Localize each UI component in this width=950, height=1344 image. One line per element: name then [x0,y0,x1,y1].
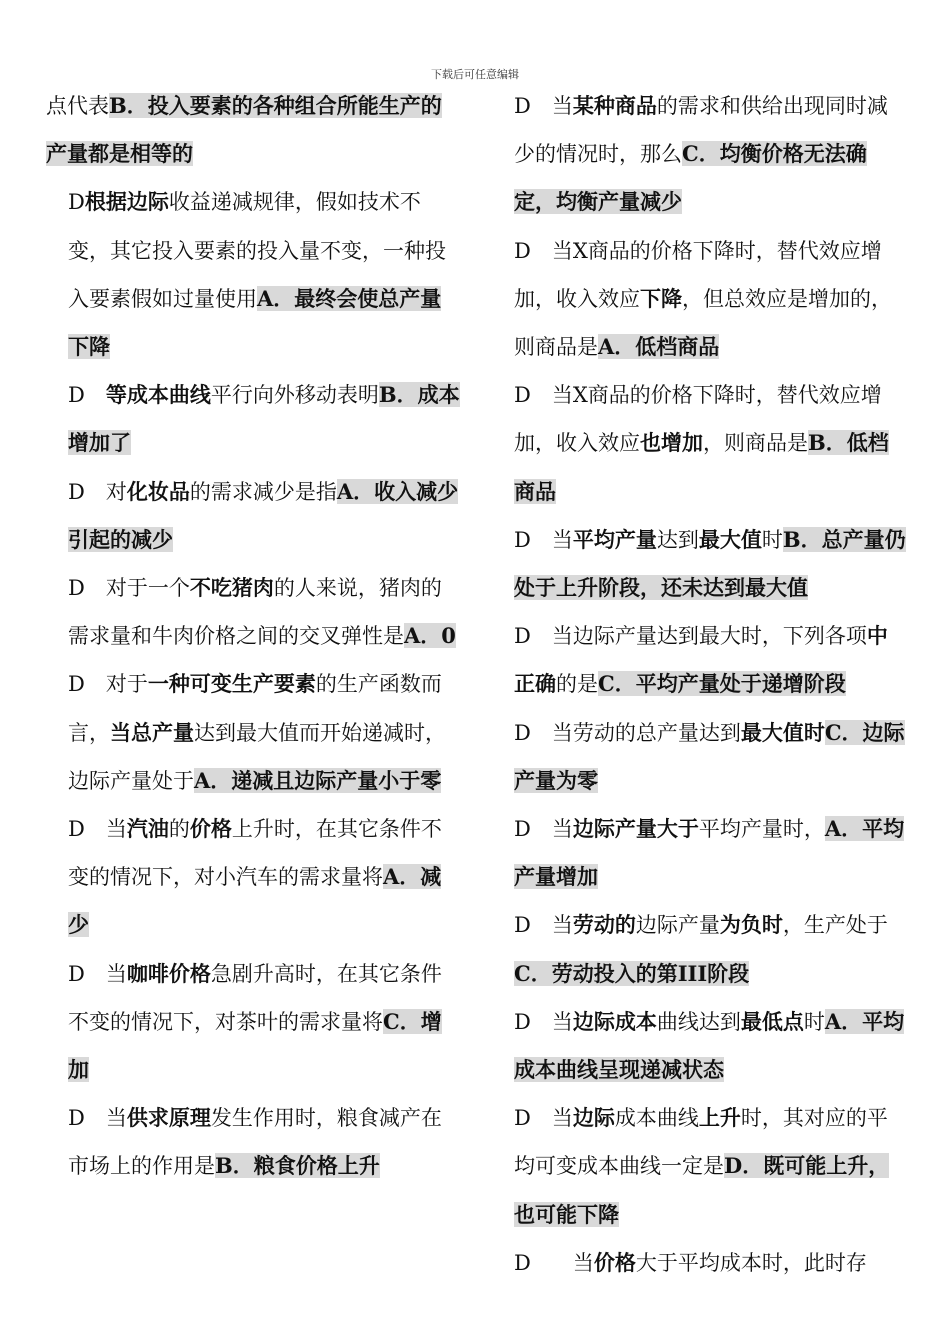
keyword: 汽油 [126,816,169,842]
keyword: 一种可变生产要素 [147,671,316,697]
keyword: 供求原理 [126,1105,211,1131]
keyword: 中正确 [514,623,888,697]
question-item [492,1239,908,1287]
question-text: 急剧升高时，在其它条件不变的情况下，对茶叶的需求量将 [68,961,442,1034]
question-text: 收益递减规律，假如技术不变，其它投入要素的投入量不变，一种投入要素假如过量使用 [68,190,446,311]
question-text: 的人来说，猪肉的需求量和牛肉价格之间的交叉弹性是 [68,576,442,649]
question-text: D 当边际产量达到最大时，下列各项 [514,624,867,649]
keyword: 为负时 [719,912,783,938]
question-text: 上升时，在其它条件不变的情况下，对小汽车的需求量将 [68,817,442,890]
answer-highlight: C．增加 [68,1008,442,1083]
question-text: D 当 [514,94,573,118]
question-text: 曲线达到 [656,1009,741,1034]
keyword: 某种商品 [572,93,657,118]
answer-highlight: A．低档商品 [598,334,720,360]
keyword: 边际 [572,1105,615,1131]
question-text: 的是 [556,672,598,697]
question-item [46,468,462,564]
answer-highlight: A．0 [404,623,456,649]
question-item [492,82,908,227]
keyword: 最低点 [740,1008,804,1034]
answer-highlight: A．平均成本曲线呈现递减状态 [514,1008,905,1083]
question-item [46,805,462,950]
question-item [492,998,908,1094]
question-item [492,1094,908,1239]
keyword: 价格 [189,816,232,842]
question-text: D 当 [514,1009,573,1034]
answer-highlight: B．低档商品 [514,430,889,504]
question-text: 平均产量时， [698,817,825,842]
question-text: D 当X商品的价格下降时，替代效应增加，收入效应 [514,383,882,456]
question-text: D 对于 [68,672,148,697]
keyword: 上升 [698,1105,741,1131]
question-text: 平行向外移动表明 [210,383,379,408]
keyword: 最大值 [698,526,762,552]
question-text: 的需求和供给出现同时减少的情况时，那么 [514,94,888,167]
question-item [492,612,908,708]
question-text: 达到 [656,527,699,552]
question-text: 大于平均成本时，此时存 [635,1250,867,1275]
question-text: 时 [803,1009,825,1034]
answer-highlight: D．既可能上升，也可能下降 [514,1153,890,1227]
question-text: 成本曲线 [614,1106,699,1131]
question-text: D [68,383,106,408]
keyword: 最大值时 [740,719,825,745]
question-item [492,901,908,997]
keyword: 等成本曲线 [105,382,211,408]
question-item [492,227,908,372]
answer-highlight: A．递减且边际产量小于零 [194,767,442,793]
question-text: 边际产量 [635,913,720,938]
question-item [46,660,462,805]
question-text: 的需求减少是指 [189,479,337,504]
question-text: D [68,190,85,215]
answer-highlight: B．投入要素的各种组合所能生产的产量都是相等的 [46,93,442,167]
question-text: ，但总效应是增加的，则商品是 [514,286,892,360]
question-text: 的生产函数而言， [68,672,442,745]
answer-highlight: B．粮食价格上升 [215,1153,380,1179]
question-text: 的 [168,817,190,842]
keyword: 当总产量 [110,719,194,745]
question-item [46,371,462,467]
question-text: 时，其对应的平均可变成本曲线一定是 [514,1106,888,1179]
question-item [492,709,908,805]
question-text: D 当 [68,961,127,986]
answer-highlight: C．边际产量为零 [514,719,905,793]
question-item [46,564,462,660]
keyword: 也增加 [640,430,703,456]
keyword: 下降 [640,285,682,311]
question-text: D 当 [68,1106,127,1131]
question-item [46,178,462,371]
page-header: 下载后可任意编辑 [431,68,519,81]
question-text: D 当 [514,1250,594,1275]
question-text: D 当 [514,913,573,938]
keyword: 边际成本 [572,1008,657,1034]
question-item [492,371,908,516]
keyword: 根据边际 [84,189,169,215]
keyword: 咖啡价格 [126,960,211,986]
question-text: D 对于一个 [68,576,190,601]
question-item [46,1094,462,1190]
question-text: ，生产处于 [782,913,888,938]
question-item [46,950,462,1095]
question-item [46,82,462,178]
question-text: 时 [761,527,783,552]
question-text: D 当 [68,817,127,842]
question-text: D 当劳动的总产量达到 [514,720,741,745]
left-column [46,82,462,1191]
question-text: 达到最大值而开始递减时，边际产量处于 [68,720,446,793]
answer-highlight: C．均衡价格无法确定，均衡产量减少 [514,141,867,215]
answer-highlight: B．成本增加了 [68,382,460,456]
answer-highlight: B．总产量仍处于上升阶段，还未达到最大值 [514,526,906,601]
question-text: D 当 [514,527,573,552]
question-text: D 当 [514,817,573,842]
answer-highlight: C．劳动投入的第III阶段 [514,960,750,986]
question-item [492,805,908,901]
answer-highlight: A．收入减少引起的减少 [68,478,459,552]
keyword: 边际产量大于 [572,816,699,842]
question-text: D 对 [68,479,127,504]
question-item [492,516,908,612]
question-text: 点代表 [46,94,109,118]
answer-highlight: C．平均产量处于递增阶段 [598,671,846,697]
keyword: 劳动的 [572,912,636,938]
answer-highlight: A．减少 [68,864,442,938]
question-text: D 当 [514,1106,573,1131]
question-text: D 当X商品的价格下降时，替代效应增加，收入效应 [514,238,882,311]
answer-highlight: A．最终会使总产量下降 [68,285,442,360]
keyword: 平均产量 [572,526,657,552]
question-text: ，则商品是 [703,431,808,456]
keyword: 价格 [593,1249,636,1275]
keyword: 不吃猪肉 [189,575,274,601]
keyword: 化妆品 [126,478,190,504]
answer-highlight: A．平均产量增加 [514,816,905,890]
question-text: 发生作用时，粮食减产在市场上的作用是 [68,1106,442,1179]
right-column [492,82,908,1287]
